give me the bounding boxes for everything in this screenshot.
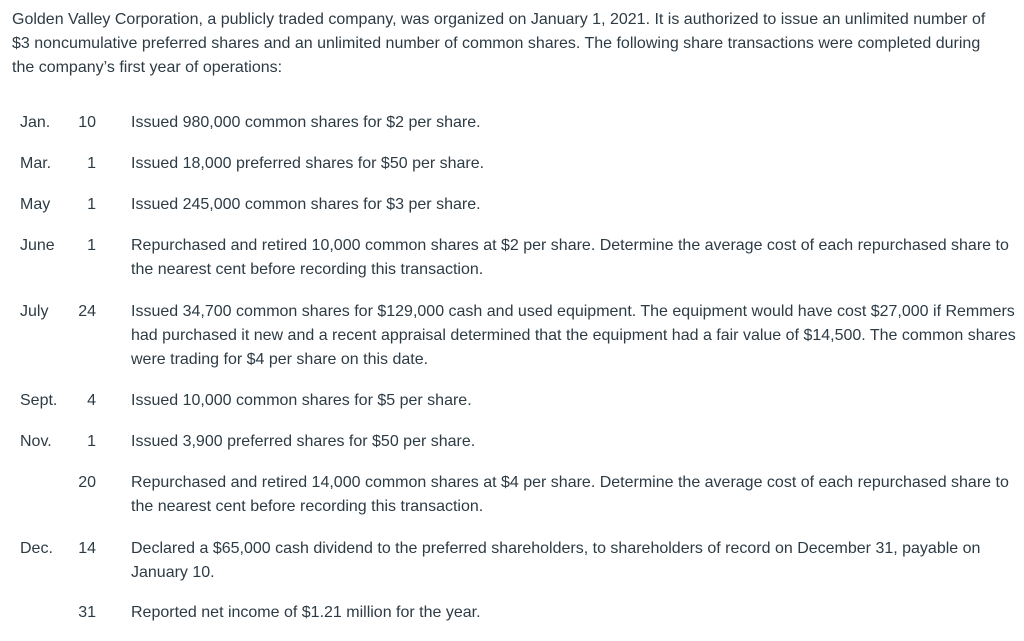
transaction-day: 24 bbox=[78, 303, 96, 320]
transaction-description: Issued 245,000 common shares for $3 per share. bbox=[131, 196, 481, 213]
transaction-day: 1 bbox=[87, 196, 96, 213]
transaction-day: 1 bbox=[87, 237, 96, 254]
transaction-month: Sept. bbox=[20, 392, 58, 409]
transaction-description: Declared a $65,000 cash dividend to the preferred shareholders, to shareholders of record on December 31, payable on January 10. bbox=[131, 540, 981, 581]
transaction-day: 4 bbox=[87, 392, 96, 409]
transaction-month: May bbox=[20, 196, 51, 213]
transaction-day: 10 bbox=[78, 114, 96, 131]
transaction-description: Issued 980,000 common shares for $2 per share. bbox=[131, 114, 481, 131]
transaction-description: Repurchased and retired 14,000 common shares at $4 per share. Determine the average cost of each repurchased share to the nearest cent before recording this transaction. bbox=[131, 474, 1009, 515]
transaction-day: 20 bbox=[78, 474, 96, 491]
transaction-month: June bbox=[20, 237, 55, 254]
transaction-month: Jan. bbox=[20, 114, 51, 131]
transaction-description: Repurchased and retired 10,000 common shares at $2 per share. Determine the average cost of each repurchased share to the nearest cent before recording this transaction. bbox=[131, 237, 1009, 278]
transaction-day: 31 bbox=[78, 604, 96, 621]
problem-intro: Golden Valley Corporation, a publicly traded company, was organized on January 1, 2021. It is authorized to issue an unlimited number of $3 noncumulative preferred shares and an unlimited number of common shares. The following share transactions were completed during the company’s first year of operations: bbox=[12, 11, 986, 76]
transaction-day: 1 bbox=[87, 155, 96, 172]
transaction-description: Issued 10,000 common shares for $5 per share. bbox=[131, 392, 472, 409]
transaction-month: Dec. bbox=[20, 540, 53, 557]
transaction-month: Nov. bbox=[20, 433, 52, 450]
transaction-description: Issued 34,700 common shares for $129,000 cash and used equipment. The equipment would have cost $27,000 if Remmers had purchased it new and a recent appraisal determined that the equipment had a fair value of $14,500. The common shares were trading for $4 per share on this date. bbox=[131, 303, 1016, 368]
transaction-description: Issued 3,900 preferred shares for $50 per share. bbox=[131, 433, 476, 450]
transaction-month: Mar. bbox=[20, 155, 52, 172]
transaction-description: Reported net income of $1.21 million for the year. bbox=[131, 604, 481, 621]
transaction-day: 14 bbox=[78, 540, 96, 557]
transaction-month: July bbox=[20, 303, 49, 320]
transaction-description: Issued 18,000 preferred shares for $50 per share. bbox=[131, 155, 485, 172]
transaction-day: 1 bbox=[87, 433, 96, 450]
